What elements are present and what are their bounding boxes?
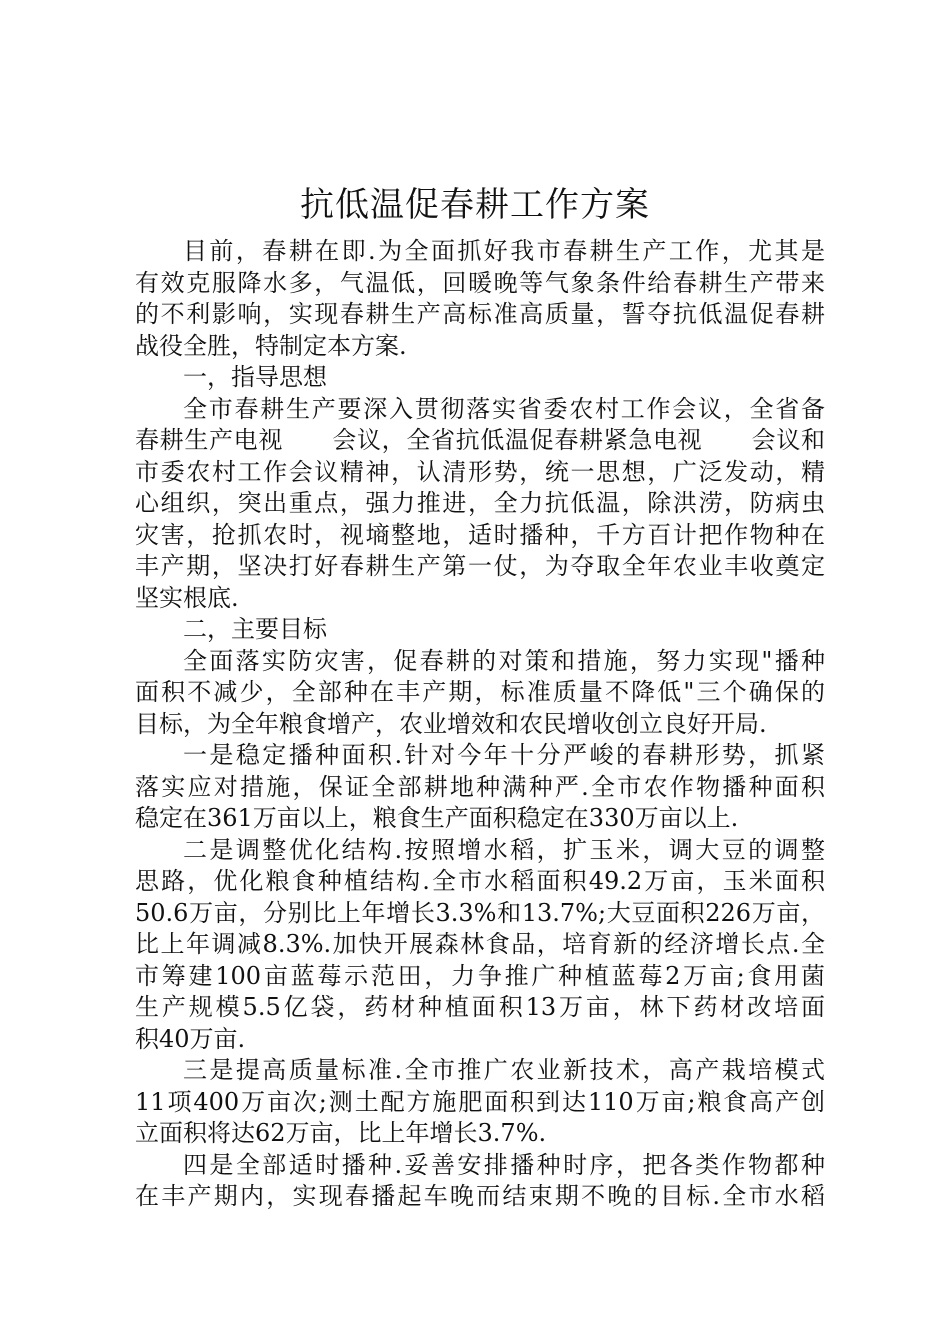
text-line: 四是全部适时播种.妥善安排播种时序，把各类作物都种: [183, 1150, 825, 1179]
text-line: 有效克服降水多，气温低，回暖晚等气象条件给春耕生产带来: [135, 268, 825, 297]
text-line: 落实应对措施，保证全部耕地种满种严.全市农作物播种面积: [135, 772, 825, 801]
text-line: 灾害，抢抓农时，视墒整地，适时播种，千方百计把作物种在: [135, 520, 825, 549]
text-line: 一，指导思想: [183, 363, 327, 391]
text-line: 市委农村工作会议精神，认清形势，统一思想，广泛发动，精: [135, 457, 825, 486]
document-title: 抗低温促春耕工作方案: [300, 185, 650, 225]
text-line: 面积不减少，全部种在丰产期，标准质量不降低"三个确保的: [135, 678, 825, 706]
text-line: 生产规模5.5亿袋，药材种植面积13万亩，林下药材改培面: [135, 993, 825, 1021]
text-line: 心组织，突出重点，强力推进，全力抗低温，除洪涝，防病虫: [135, 489, 825, 517]
text-line: 11项400万亩次;测土配方施肥面积到达110万亩;粮食高产创: [135, 1087, 825, 1116]
text-line: 积40万亩.: [135, 1024, 246, 1053]
text-line: 全面落实防灾害，促春耕的对策和措施，努力实现"播种: [183, 646, 825, 675]
text-line: 思路，优化粮食种植结构.全市水稻面积49.2万亩，玉米面积: [135, 867, 825, 895]
text-line: 目标，为全年粮食增产，农业增效和农民增收创立良好开局.: [135, 709, 767, 738]
text-line: 二，主要目标: [183, 615, 327, 643]
text-line: 坚实根底.: [135, 583, 239, 612]
text-line: 稳定在361万亩以上，粮食生产面积稳定在330万亩以上.: [135, 804, 739, 832]
text-line: 丰产期，坚决打好春耕生产第一仗，为夺取全年农业丰收奠定: [135, 552, 825, 580]
text-line: 战役全胜，特制定本方案.: [135, 331, 407, 360]
text-line: 在丰产期内，实现春播起车晚而结束期不晚的目标.全市水稻: [135, 1182, 825, 1210]
text-line: 比上年调减8.3%.加快开展森林食品，培育新的经济增长点.全: [135, 930, 825, 958]
text-line: 三是提高质量标准.全市推广农业新技术，高产栽培模式: [183, 1056, 825, 1084]
text-line: 一是稳定播种面积.针对今年十分严峻的春耕形势，抓紧: [183, 741, 825, 769]
text-line: 市筹建100亩蓝莓示范田，力争推广种植蓝莓2万亩;食用菌: [135, 961, 825, 990]
text-line: 目前，春耕在即.为全面抓好我市春耕生产工作，尤其是: [183, 237, 825, 265]
text-line: 全市春耕生产要深入贯彻落实省委农村工作会议，全省备: [183, 394, 825, 423]
text-line: 的不利影响，实现春耕生产高标准高质量，誓夺抗低温促春耕: [135, 300, 825, 328]
text-line: 立面积将达62万亩，比上年增长3.7%.: [135, 1119, 547, 1147]
text-line: 50.6万亩，分别比上年增长3.3%和13.7%;大豆面积226万亩，: [135, 898, 825, 927]
text-line: 二是调整优化结构.按照增水稻，扩玉米，调大豆的调整: [183, 835, 825, 864]
text-line: 春耕生产电视 会议，全省抗低温促春耕紧急电视 会议和: [135, 426, 825, 454]
document-body: [135, 236, 825, 1213]
